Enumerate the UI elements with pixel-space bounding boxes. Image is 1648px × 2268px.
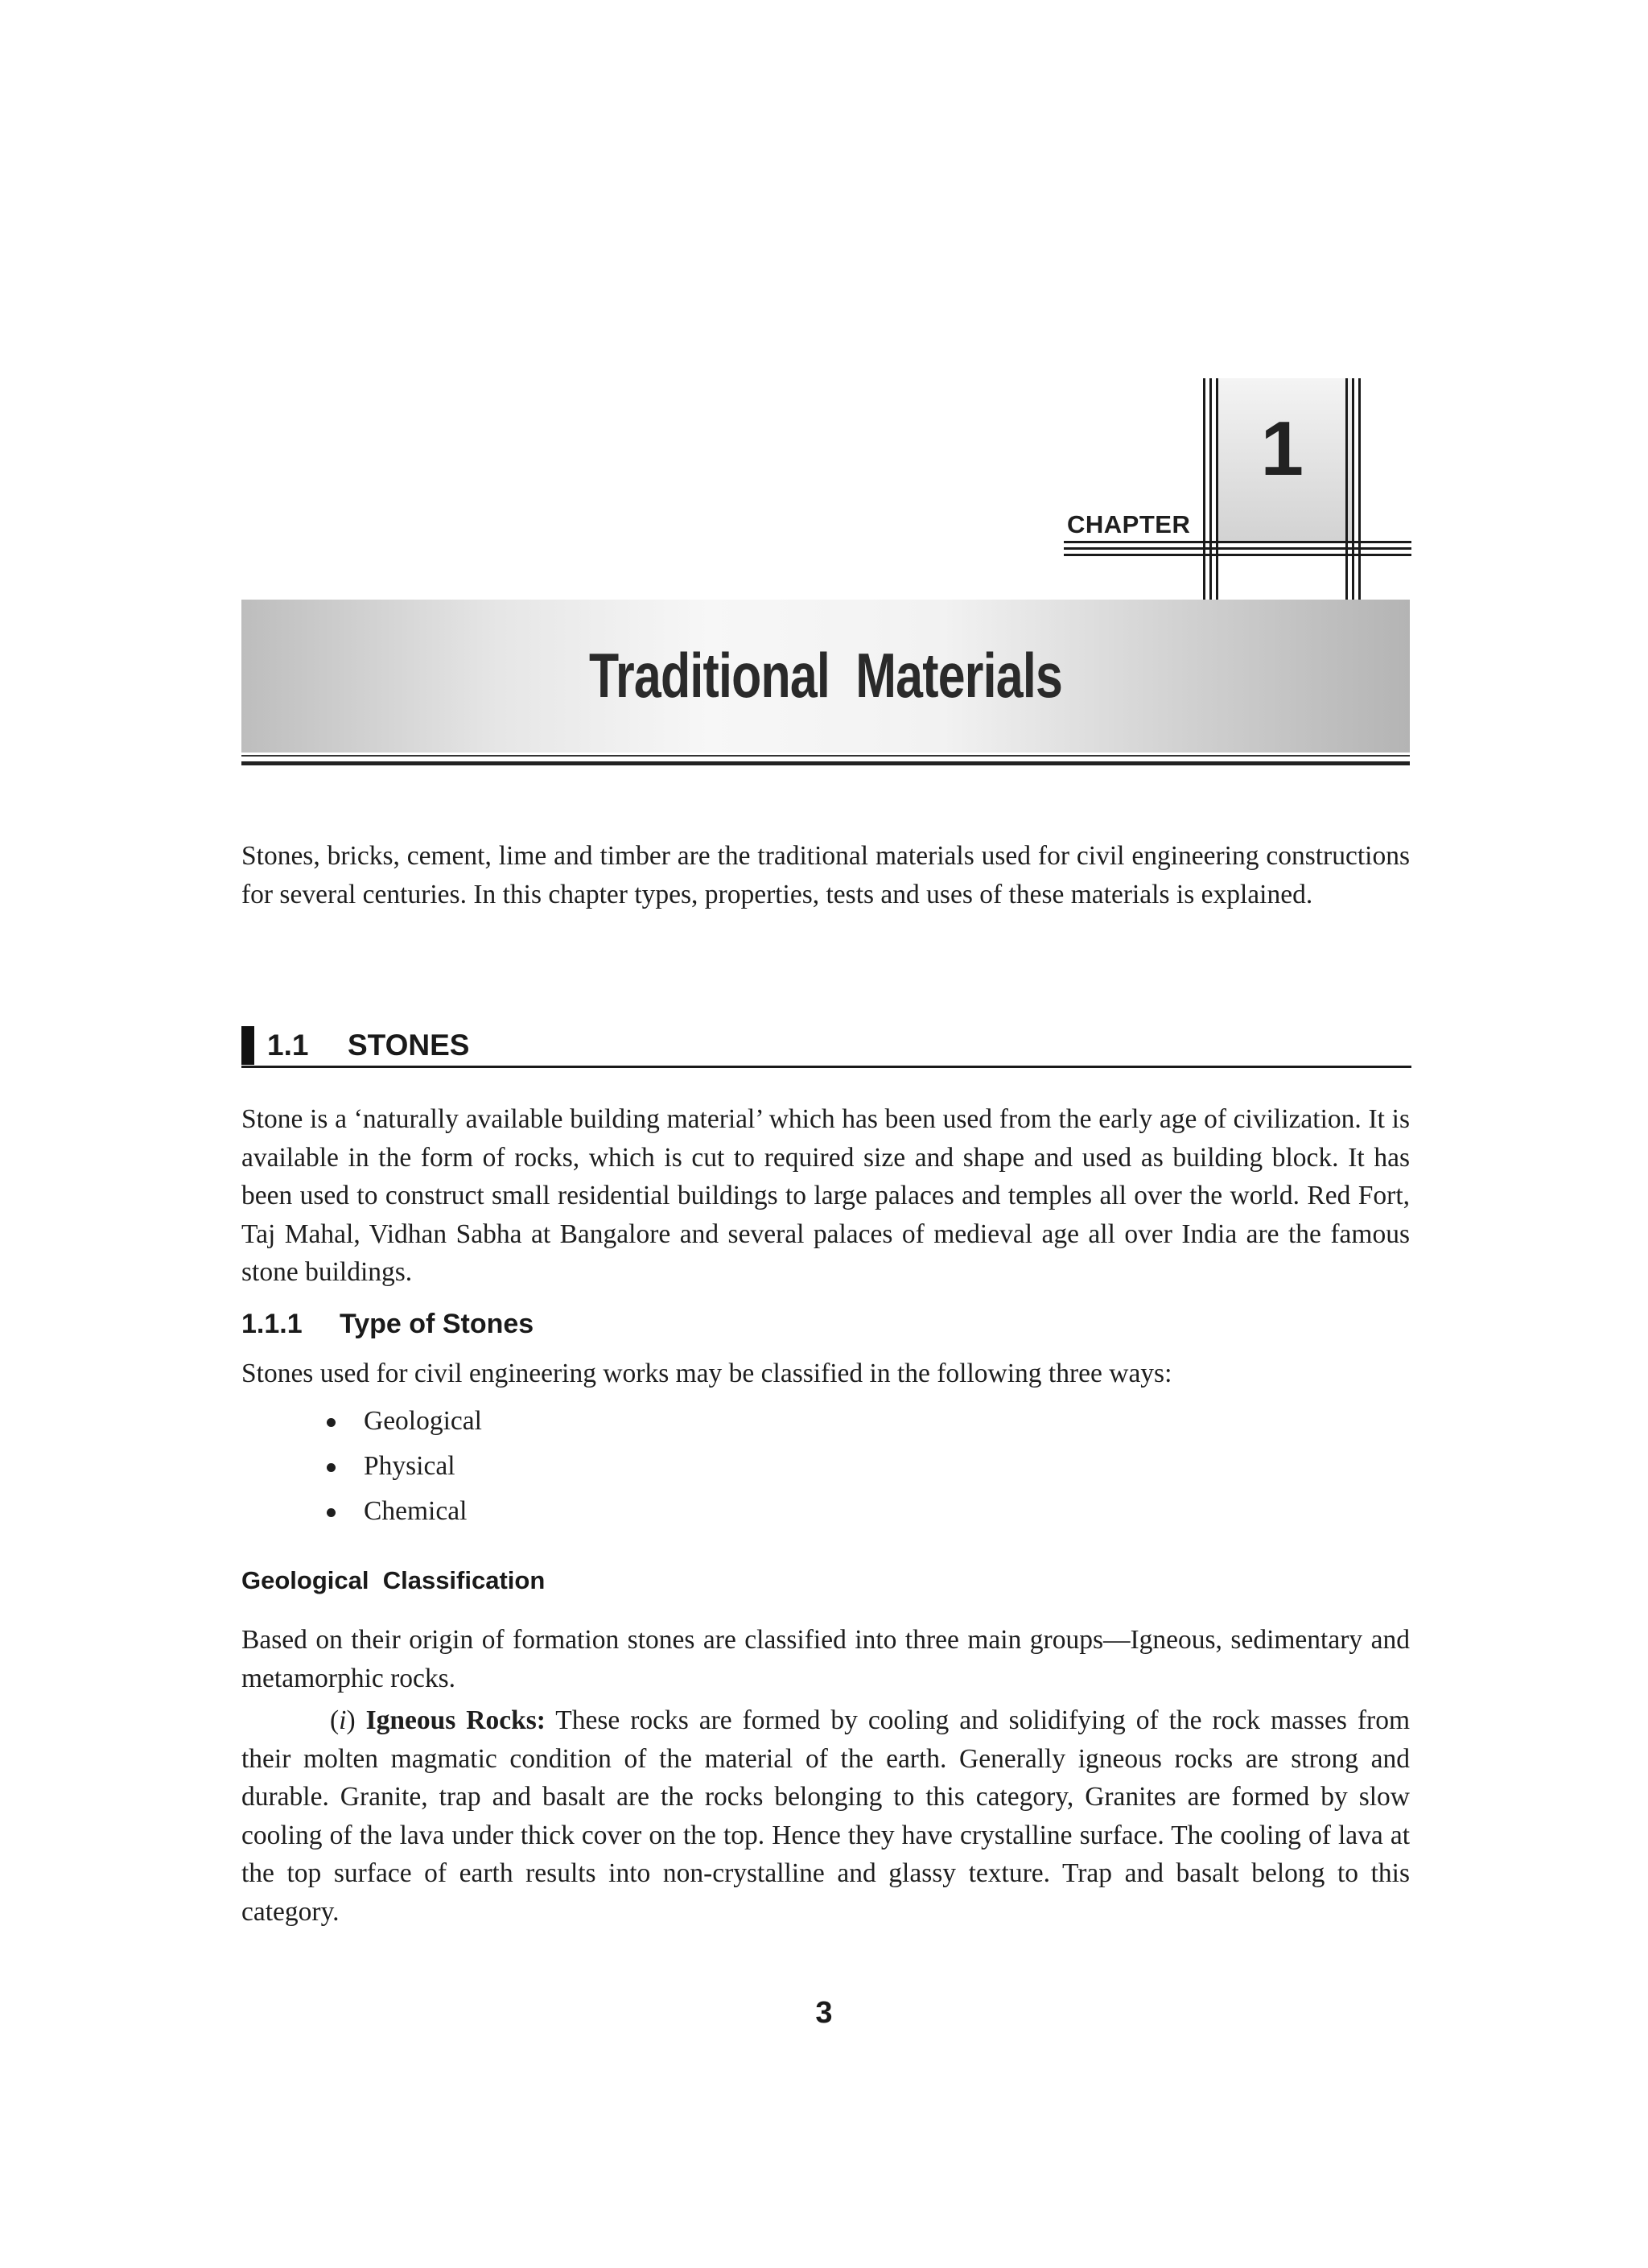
emblem-line [1064,547,1411,550]
emblem-line [1209,378,1212,600]
item-marker: i [339,1705,347,1735]
list-item: Physical [322,1444,482,1489]
title-rule-thick [241,761,1410,765]
emblem-line [1358,378,1361,600]
igneous-title: Igneous Rocks: [365,1705,546,1735]
chapter-title: Traditional Materials [588,640,1063,711]
chapter-emblem [0,0,1648,612]
emblem-line [1064,541,1411,543]
section-number: 1.1 [267,1029,309,1062]
section-title: STONES [348,1029,470,1062]
item-marker-close: ) [346,1705,356,1735]
stones-paragraph: Stone is a ‘naturally available building material’ which has been used from the early age of civilization. It is available in the form of rocks, which is cut to required size and shape and used as building block. It has been used to construct small residential buildings to large palaces and temples all over the world. Red Fort, Taj Mahal, Vidhan Sabha at Bangalore and several palaces of medieval age all over India are the famous stone buildings. [241,1104,1410,1287]
igneous-text: These rocks are formed by cooling and solidifying of the rock masses from their molten magmatic condition of the material of the earth. Generally igneous rocks are strong and durable. Granite, trap and basalt are the rocks belonging to this category, Granites are formed by slow cooling of the lava under thick cover on the top. Hence they have crystalline surface. The cooling of lava at the top surface of earth results into non-crystalline and glassy texture. Trap and basalt belong to this category. [241,1705,1411,1927]
subsection-title: Type of Stones [340,1309,534,1339]
subsection-number: 1.1.1 [241,1309,303,1339]
classification-paragraph: Stones used for civil engineering works may be classified in the following three ways: [241,1359,1172,1388]
title-rule [241,755,1410,757]
igneous-paragraph [241,1701,1410,1931]
emblem-line [1064,554,1411,556]
emblem-line [1203,378,1205,600]
chapter-label: CHAPTER [1067,510,1191,538]
intro-paragraph: Stones, bricks, cement, lime and timber are the traditional materials used for civil engineering constructions for several centuries. In this chapter types, properties, tests and uses of these materials is explained. [241,841,1410,909]
item-marker-open: ( [330,1705,340,1735]
section-heading-bar [241,1026,254,1065]
section-heading [267,1029,469,1062]
list-item: Chemical [322,1489,482,1534]
chapter-number: 1 [1260,406,1304,492]
list-item: Geological [322,1399,482,1444]
section-rule [241,1066,1411,1068]
classification-list [322,1399,482,1534]
subsection-heading [241,1308,534,1340]
geological-paragraph: Based on their origin of formation stones are classified into three main groups—Igneous, sedimentary and metamorphic rocks. [241,1625,1410,1693]
page-number: 3 [815,1996,833,2030]
geological-heading: Geological Classification [241,1566,546,1594]
